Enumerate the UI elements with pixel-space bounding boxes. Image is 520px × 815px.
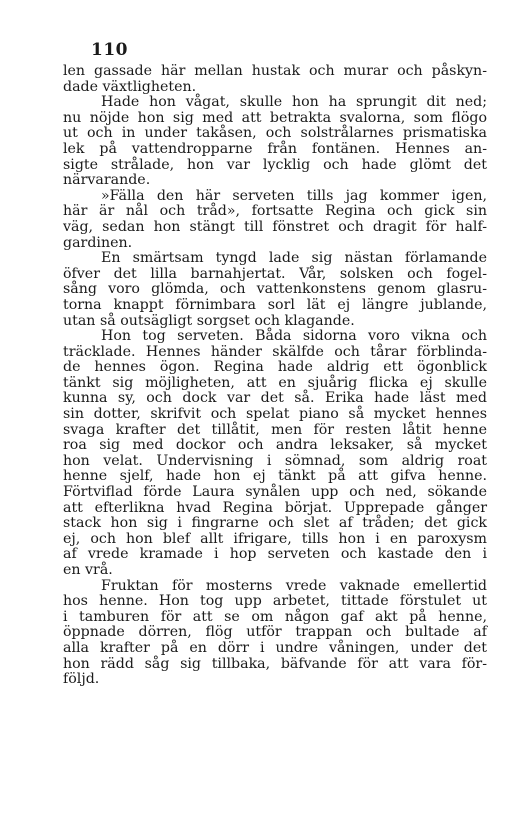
text-line: lek på vattendropparne från fontänen. Hennes an- (63, 140, 487, 157)
text-line: öfver det lilla barnahjertat. Vår, solsken och fogel- (63, 265, 487, 282)
text-line: Hon tog serveten. Båda sidorna voro vikna och (101, 328, 487, 345)
text-line: Förtviflad förde Laura synålen upp och ned, sökande (63, 484, 487, 501)
text-line: stack hon sig i fingrarne och slet af tråden; det gick (63, 515, 487, 532)
text-line: henne sjelf, hade hon ej tänkt på att gifva henne. (63, 468, 487, 485)
text-line: Fruktan för mosterns vrede vaknade emellertid (101, 577, 487, 594)
text-line: i tamburen för att se om någon gaf akt på henne, (63, 608, 487, 625)
text-line: öppnade dörren, flög utför trappan och bultade af (63, 624, 487, 641)
text-line: len gassade här mellan hustak och murar och påskyn- (63, 63, 487, 79)
text-line: träcklade. Hennes händer skälfde och tårar förblinda- (63, 343, 487, 360)
text-line: En smärtsam tyngd lade sig nästan förlamande (101, 250, 487, 267)
text-line: svaga krafter det tillåtit, men för resten låtit henne (63, 421, 487, 438)
text-line: följd. (63, 671, 100, 688)
text-line: att efterlikna hvad Regina börjat. Upprepade gånger (63, 499, 487, 516)
text-line: af vrede kramade i hop serveten och kastade den i (63, 546, 487, 563)
text-line: ej, och hon blef allt ifrigare, tills hon i en paroxysm (63, 530, 487, 547)
text-line: roa sig med dockor och andra leksaker, så mycket (63, 437, 487, 454)
text-line: gardinen. (63, 234, 133, 251)
text-line: hon velat. Undervisning i sömnad, som aldrig roat (63, 452, 487, 469)
text-line: sigte strålade, hon var lycklig och hade glömt det (63, 156, 487, 173)
text-line: hos henne. Hon tog upp arbetet, tittade förstulet ut (63, 593, 487, 610)
text-line: tänkt sig möjligheten, att en sjuårig flicka ej skulle (63, 374, 487, 391)
text-line: ut och in under takåsen, och solstrålarnes prismatiska (63, 125, 487, 142)
text-line: torna knappt förnimbara sorl lät ej längre jublande, (63, 296, 487, 313)
text-line: utan så outsägligt sorgset och klagande. (63, 312, 355, 329)
body-text (63, 64, 487, 688)
text-line: här är nål och tråd», fortsatte Regina och gick sin (63, 203, 487, 220)
text-line: alla krafter på en dörr i undre våningen, under det (63, 639, 487, 656)
page-number: 110 (91, 40, 128, 60)
text-line: nu nöjde hon sig med att betrakta svalorna, som flögo (63, 109, 487, 126)
text-line: sin dotter, skrifvit och spelat piano så mycket hennes (63, 406, 487, 423)
text-line: närvarande. (63, 172, 151, 189)
text-line: »Fälla den här serveten tills jag kommer igen, (101, 187, 487, 204)
text-line: hon rädd såg sig tillbaka, bäfvande för att vara för- (63, 655, 487, 672)
text-line: Hade hon vågat, skulle hon ha sprungit dit ned; (101, 94, 487, 111)
text-line: väg, sedan hon stängt till fönstret och dragit för half- (63, 218, 487, 235)
text-line: de hennes ögon. Regina hade aldrig ett ögonblick (63, 359, 487, 376)
text-line: dade växtligheten. (63, 78, 197, 95)
text-line: en vrå. (63, 562, 113, 578)
text-line: sång voro glömda, och vattenkonstens genom glasru- (63, 281, 487, 298)
text-line: kunna sy, och dock var det så. Erika hade läst med (63, 390, 487, 407)
